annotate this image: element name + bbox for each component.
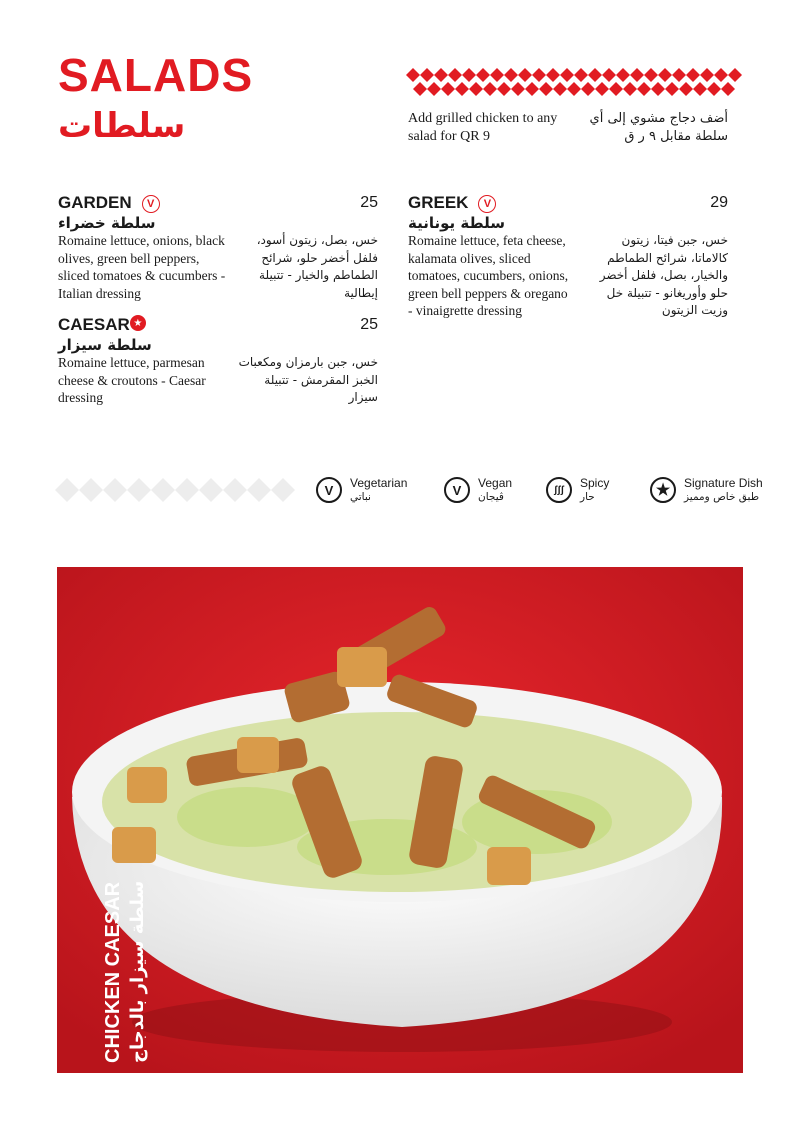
decorative-diamond — [406, 68, 420, 82]
legend-label: Vegetarian — [350, 476, 408, 490]
legend-label-arabic: طبق خاص ومميز — [684, 491, 760, 503]
vegan-icon: V — [444, 477, 470, 503]
item-name-arabic: سلطة خضراء — [58, 214, 156, 233]
decorative-diamond — [55, 478, 79, 502]
promo-text-arabic: أضف دجاج مشوي إلى أي سلطة مقابل ٩ ر ق — [589, 111, 728, 144]
decorative-diamond — [651, 82, 665, 96]
decorative-diamond — [567, 82, 581, 96]
decorative-diamond — [644, 68, 658, 82]
decorative-diamond — [665, 82, 679, 96]
decorative-diamond — [707, 82, 721, 96]
decorative-diamond — [151, 478, 175, 502]
decorative-diamond — [546, 68, 560, 82]
legend-signature — [650, 476, 763, 504]
decorative-diamond — [448, 68, 462, 82]
decorative-diamond — [560, 68, 574, 82]
page-title: SALADS — [58, 49, 254, 101]
item-name-arabic: سلطة يونانية — [408, 214, 505, 233]
decorative-diamond — [223, 478, 247, 502]
decorative-diamond — [700, 68, 714, 82]
decorative-diamond — [574, 68, 588, 82]
item-name: CAESAR — [58, 315, 130, 334]
decorative-diamond — [497, 82, 511, 96]
salad-photo — [57, 567, 743, 1073]
spicy-icon: ʃʃʃ — [546, 477, 572, 503]
decorative-diamond — [127, 478, 151, 502]
item-description-arabic: خس، جبن فيتا، زيتون كالاماتا، شرائح الطماطم والخيار، بصل، فلفل أخضر حلو وأوريغانو - تتبيلة خل وزيت الزيتون — [599, 233, 728, 317]
promo-text: Add grilled chicken to any salad for QR 9 — [408, 111, 558, 144]
decorative-diamond — [413, 82, 427, 96]
decorative-diamond — [602, 68, 616, 82]
menu-item-caesar — [58, 315, 378, 355]
decorative-diamond — [511, 82, 525, 96]
decorative-diamond — [420, 68, 434, 82]
decorative-diamond — [199, 478, 223, 502]
legend-label: Vegan — [478, 476, 513, 490]
item-description: Romaine lettuce, onions, black olives, green bell peppers, sliced tomatoes & cucumbers - Italian dressing — [58, 233, 226, 301]
legend-spicy — [546, 476, 609, 504]
item-name-arabic: سلطة سيزار — [58, 336, 152, 354]
decorative-diamond — [469, 82, 483, 96]
decorative-diamond — [714, 68, 728, 82]
decorative-diamond — [581, 82, 595, 96]
item-description: Romaine lettuce, parmesan cheese & croutons - Caesar dressing — [58, 355, 206, 405]
decorative-diamond — [616, 68, 630, 82]
decorative-diamond — [721, 82, 735, 96]
vegetarian-icon: V — [478, 195, 496, 213]
decorative-diamond — [455, 82, 469, 96]
item-description-arabic: خس، بصل، زيتون أسود، فلفل أخضر حلو، شرائح الطماطم والخيار - تتبيلة إيطالية — [256, 233, 378, 300]
decorative-diamond — [672, 68, 686, 82]
decorative-diamond — [103, 478, 127, 502]
decorative-diamond — [476, 68, 490, 82]
decorative-diamond — [679, 82, 693, 96]
item-price: 25 — [360, 316, 378, 333]
decorative-diamond — [483, 82, 497, 96]
decorative-diamond — [539, 82, 553, 96]
decorative-diamond — [686, 68, 700, 82]
vegetarian-icon: V — [142, 195, 160, 213]
decorative-diamond — [504, 68, 518, 82]
decorative-diamond — [693, 82, 707, 96]
decorative-diamond-pattern — [406, 68, 744, 96]
decorative-diamond — [532, 68, 546, 82]
decorative-diamond — [728, 68, 742, 82]
decorative-diamond — [658, 68, 672, 82]
legend-label: Spicy — [580, 476, 610, 490]
item-name: GARDEN — [58, 193, 132, 212]
decorative-diamond — [525, 82, 539, 96]
decorative-diamond — [630, 68, 644, 82]
decorative-diamond-pattern-gray — [55, 477, 305, 503]
item-price: 29 — [710, 194, 728, 212]
decorative-diamond — [462, 68, 476, 82]
decorative-diamond — [609, 82, 623, 96]
signature-star-icon: ★ — [130, 315, 146, 331]
item-description: Romaine lettuce, feta cheese, kalamata olives, sliced tomatoes, cucumbers, onions, green bell peppers & oregano - vinaigrette dressing — [408, 233, 569, 318]
photo-caption-arabic: سلطة سيزار بالدجاج — [127, 880, 148, 1063]
signature-star-icon: ★ — [650, 477, 676, 503]
salad-bowl-illustration — [57, 567, 743, 1073]
decorative-diamond — [518, 68, 532, 82]
decorative-diamond — [441, 82, 455, 96]
decorative-diamond — [427, 82, 441, 96]
menu-item-greek — [408, 193, 728, 233]
decorative-diamond — [623, 82, 637, 96]
decorative-diamond — [553, 82, 567, 96]
photo-caption: CHICKEN CAESAR — [102, 881, 124, 1063]
legend-label-arabic: حار — [580, 491, 595, 503]
item-description-arabic: خس، جبن بارمزان ومكعبات الخبز المقرمش - تتبيلة سيزار — [238, 355, 378, 404]
item-price: 25 — [360, 194, 378, 212]
decorative-diamond — [588, 68, 602, 82]
vegetarian-icon: V — [316, 477, 342, 503]
menu-item-garden — [58, 193, 378, 233]
legend-label-arabic: نباتي — [350, 491, 371, 503]
decorative-diamond — [79, 478, 103, 502]
decorative-diamond — [271, 478, 295, 502]
decorative-diamond — [175, 478, 199, 502]
legend-label-arabic: ڤيجان — [478, 491, 504, 503]
decorative-diamond — [490, 68, 504, 82]
decorative-diamond — [247, 478, 271, 502]
decorative-diamond — [637, 82, 651, 96]
decorative-diamond — [434, 68, 448, 82]
page-title-arabic: سلطات — [58, 106, 186, 146]
legend-label: Signature Dish — [684, 476, 763, 490]
legend-vegetarian — [316, 476, 407, 504]
legend-vegan — [444, 476, 512, 504]
item-name: GREEK — [408, 193, 469, 212]
decorative-diamond — [595, 82, 609, 96]
